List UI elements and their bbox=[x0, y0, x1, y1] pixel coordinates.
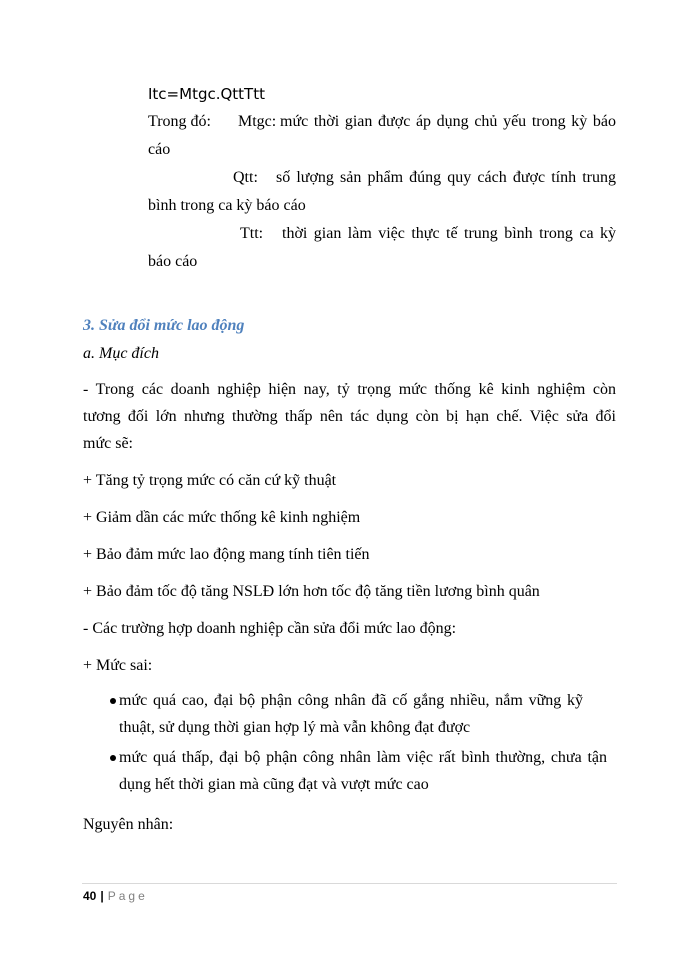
plus-item: + Tăng tỷ trọng mức có căn cứ kỹ thuật bbox=[83, 472, 337, 489]
bullet-icon bbox=[110, 755, 116, 761]
def-ttt-text-cont: báo cáo bbox=[148, 253, 198, 270]
wrong-label: + Mức sai: bbox=[83, 657, 153, 674]
def-qtt-text-cont: bình trong ca kỳ báo cáo bbox=[148, 197, 306, 214]
page-word: Page bbox=[107, 889, 148, 903]
where-label: Trong đó: bbox=[148, 113, 211, 130]
cause-label: Nguyên nhân: bbox=[83, 816, 174, 833]
bullet-item-line-2: dụng hết thời gian mà cũng đạt và vượt mức cao bbox=[119, 776, 429, 793]
plus-item: + Bảo đảm mức lao động mang tính tiên tiến bbox=[83, 546, 370, 563]
def-mtgc-symbol: Mtgc: bbox=[238, 113, 277, 130]
def-mtgc-text-cont: cáo bbox=[148, 141, 171, 158]
def-mtgc-text: mức thời gian được áp dụng chủ yếu trong kỳ báo bbox=[280, 113, 616, 130]
plus-item: + Bảo đảm tốc độ tăng NSLĐ lớn hơn tốc độ tăng tiền lương bình quân bbox=[83, 583, 540, 600]
def-qtt-text: số lượng sản phẩm đúng quy cách được tính trung bbox=[276, 169, 616, 186]
intro-line-1: - Trong các doanh nghiệp hiện nay, tỷ trọng mức thống kê kinh nghiệm còn bbox=[83, 381, 616, 398]
subheading-purpose: a. Mục đích bbox=[83, 345, 159, 362]
bullet-item-line-1: mức quá thấp, đại bộ phận công nhân làm việc rất bình thường, chưa tận bbox=[119, 749, 607, 766]
intro-line-3: mức sẽ: bbox=[83, 435, 133, 452]
cases-line: - Các trường hợp doanh nghiệp cần sửa đổi mức lao động: bbox=[83, 620, 457, 637]
plus-item: + Giảm dần các mức thống kê kinh nghiệm bbox=[83, 509, 361, 526]
intro-line-2: tương đối lớn nhưng thường thấp nên tác dụng còn bị hạn chế. Việc sửa đổi bbox=[83, 408, 616, 425]
footer-divider bbox=[82, 883, 617, 884]
def-ttt-text: thời gian làm việc thực tế trung bình trong ca kỳ bbox=[282, 225, 616, 242]
bullet-icon bbox=[110, 698, 116, 704]
footer-separator: | bbox=[100, 889, 104, 903]
page-number: 40 bbox=[83, 889, 97, 903]
page-footer bbox=[83, 888, 148, 904]
def-qtt-symbol: Qtt: bbox=[233, 169, 258, 186]
def-ttt-symbol: Ttt: bbox=[240, 225, 264, 242]
section-heading: 3. Sửa đổi mức lao động bbox=[83, 317, 245, 334]
bullet-item-line-1: mức quá cao, đại bộ phận công nhân đã cố gắng nhiều, nắm vững kỹ bbox=[119, 692, 583, 709]
bullet-item-line-2: thuật, sử dụng thời gian hợp lý mà vẫn không đạt được bbox=[119, 719, 471, 736]
formula: Itc=Mtgc.QttTtt bbox=[148, 85, 265, 103]
